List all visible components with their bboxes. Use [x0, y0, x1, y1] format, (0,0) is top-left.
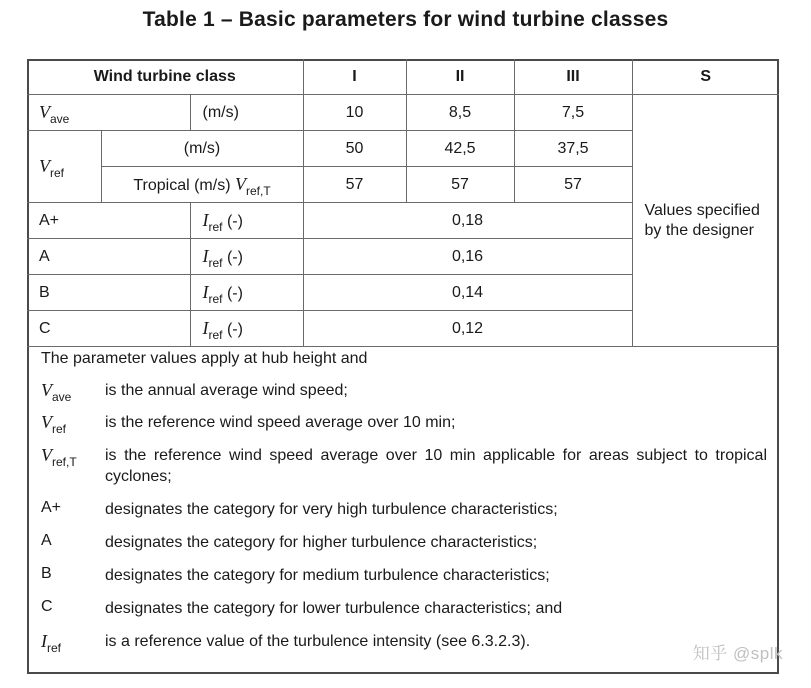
vave-value-ii: 8,5: [406, 95, 514, 131]
note-a-plus: [41, 499, 767, 520]
watermark: 知乎 @splk: [692, 644, 783, 663]
class-s-description: Values specified by the designer: [632, 95, 779, 347]
header-class-label: Wind turbine class: [27, 59, 303, 95]
turbulence-value: 0,14: [303, 275, 632, 311]
turbulence-category: A+: [27, 203, 190, 239]
turbulence-value: 0,12: [303, 311, 632, 347]
vref-value-ii: 42,5: [406, 131, 514, 167]
header-class-ii: II: [406, 59, 514, 95]
note-a: [41, 532, 767, 553]
header-class-s: S: [632, 59, 779, 95]
vref-t-value-iii: 57: [514, 167, 632, 203]
note-b: [41, 565, 767, 586]
notes-intro: The parameter values apply at hub height and: [41, 350, 368, 367]
vref-t-value-i: 57: [303, 167, 406, 203]
vref-value-iii: 37,5: [514, 131, 632, 167]
vref-symbol-cell: $V_{ref}$: [27, 131, 101, 203]
vave-unit: (m/s): [190, 95, 303, 131]
vave-symbol-cell: $V_{ave}$: [27, 95, 190, 131]
notes-section: [41, 340, 767, 655]
vave-value-iii: 7,5: [514, 95, 632, 131]
note-key: A+: [41, 499, 62, 516]
note-key: $V_{ref}$: [41, 412, 67, 436]
vref-t-label: Tropical (m/s) $V_{ref,T}$: [101, 167, 303, 203]
turbulence-symbol-cell: $I_{ref}$ (-): [190, 311, 303, 347]
turbulence-category: A: [27, 239, 190, 275]
vave-value-i: 10: [303, 95, 406, 131]
parameters-table: [27, 59, 779, 347]
header-class-i: I: [303, 59, 406, 95]
note-key: B: [41, 565, 52, 582]
turbulence-symbol-cell: $I_{ref}$ (-): [190, 203, 303, 239]
turbulence-value: 0,18: [303, 203, 632, 239]
header-class-iii: III: [514, 59, 632, 95]
note-key: A: [41, 532, 52, 549]
note-vave: [41, 380, 767, 404]
turbulence-category: B: [27, 275, 190, 311]
turbulence-symbol-cell: $I_{ref}$ (-): [190, 275, 303, 311]
turbulence-value: 0,16: [303, 239, 632, 275]
note-key: $V_{ref,T}$: [41, 445, 77, 469]
table-title: Table 1 – Basic parameters for wind turbine classes: [142, 8, 669, 31]
turbulence-symbol-cell: $I_{ref}$ (-): [190, 239, 303, 275]
turbulence-category: C: [27, 311, 190, 347]
note-text: designates the category for medium turbulence characteristics;: [105, 567, 550, 584]
note-iref: [41, 631, 767, 655]
note-text: is a reference value of the turbulence intensity (see 6.3.2.3).: [105, 633, 531, 650]
note-text: is the reference wind speed average over 10 min applicable for areas subject to tropical cyclones;: [105, 447, 767, 485]
note-vref: [41, 412, 767, 436]
note-vref-t: [41, 445, 767, 487]
vref-t-value-ii: 57: [406, 167, 514, 203]
note-key: $V_{ave}$: [41, 380, 72, 404]
vref-value-i: 50: [303, 131, 406, 167]
note-text: designates the category for very high turbulence characteristics;: [105, 501, 558, 518]
note-key: $I_{ref}$: [41, 631, 62, 655]
note-text: designates the category for higher turbulence characteristics;: [105, 534, 538, 551]
header-row: [27, 59, 779, 95]
vref-unit: (m/s): [101, 131, 303, 167]
note-text: designates the category for lower turbulence characteristics; and: [105, 600, 563, 617]
vave-row: [27, 95, 779, 131]
note-c: [41, 598, 767, 619]
note-text: is the annual average wind speed;: [105, 382, 348, 399]
note-key: C: [41, 598, 53, 615]
note-text: is the reference wind speed average over 10 min;: [105, 414, 456, 431]
